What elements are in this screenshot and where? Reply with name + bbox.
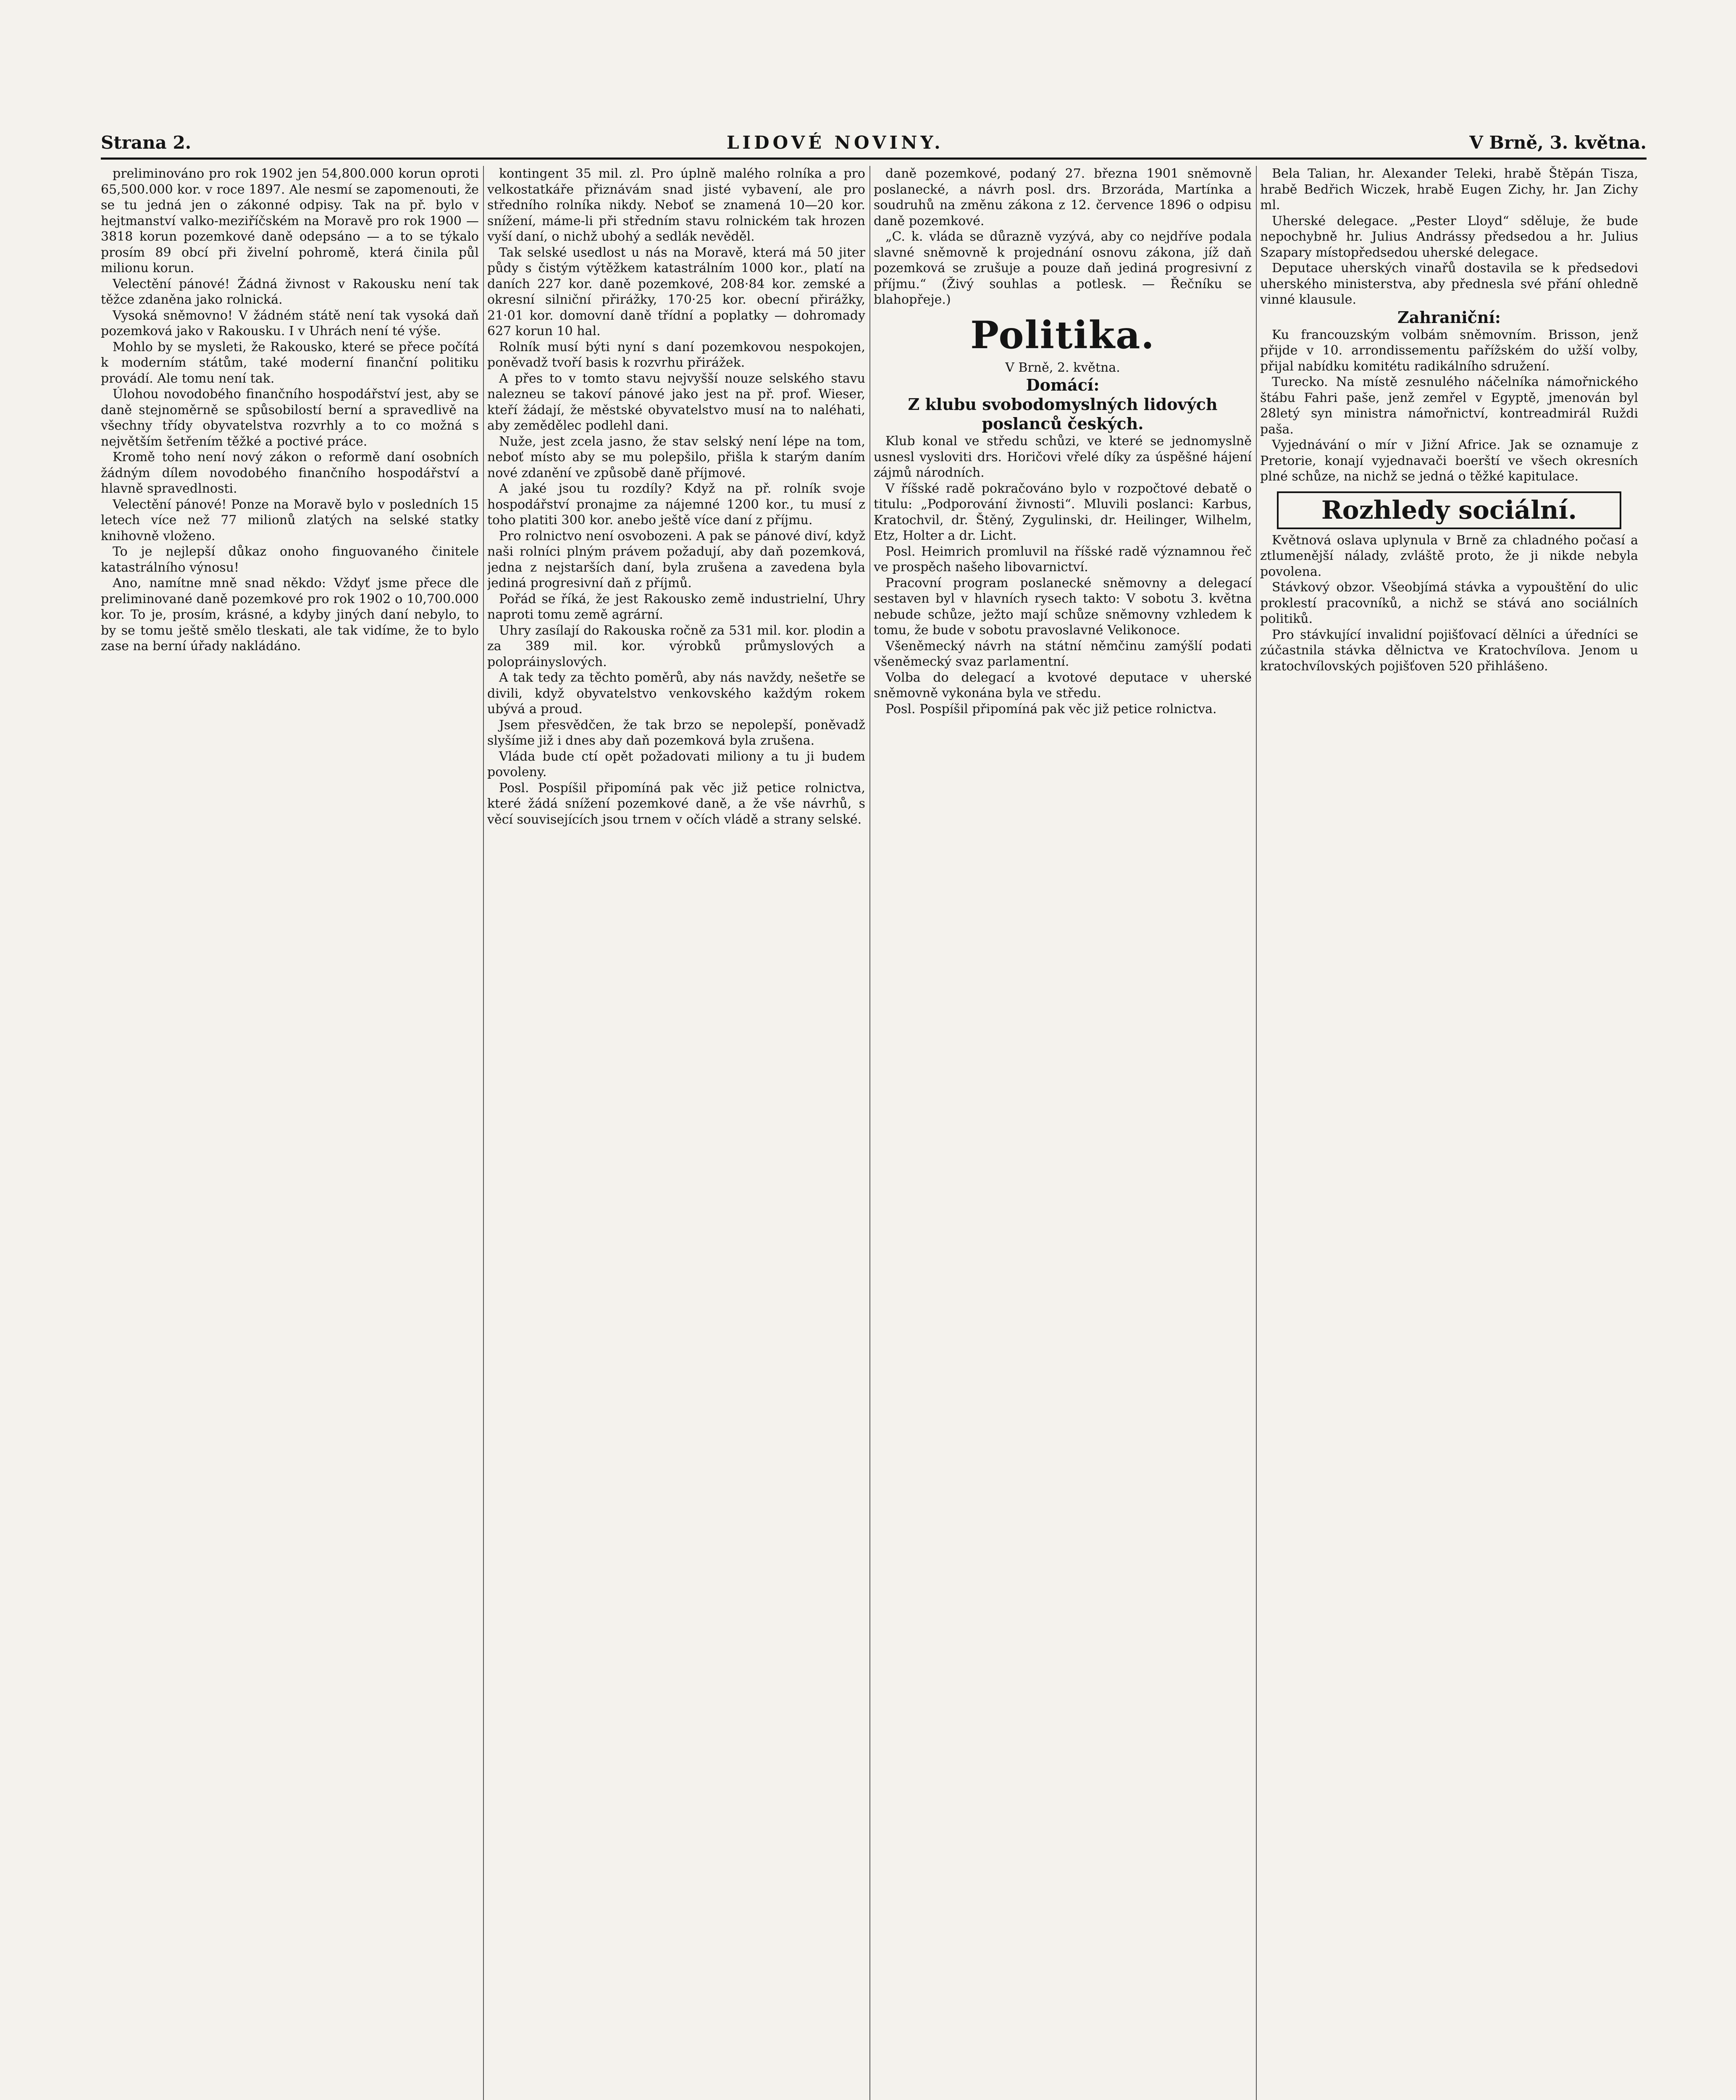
column-3 [874,166,1252,2100]
paragraph: Všeněmecký návrh na státní němčinu zamýšlí podati všeněmecký svaz parlamentní. [874,638,1252,669]
paragraph: Deputace uherských vinařů dostavila se k předsedovi uherského ministerstva, aby přednesla své přání ohledně vinné klausule. [1260,261,1638,307]
subheading: Zahraniční: [1397,307,1501,327]
paragraph: Ku francouzským volbám sněmovním. Brisson, jenž přijde v 10. arrondissementu pařížském do užší volby, přijal nabídku komitétu radikálního sdružení. [1260,327,1638,374]
column-divider [1256,166,1257,2100]
newspaper-title: LIDOVÉ NOVINY. [727,132,944,153]
paragraph: Posl. Pospíšil připomíná pak věc již petice rolnictva. [885,701,1217,717]
paragraph: A přes to v tomto stavu nejvyšší nouze selského stavu nalezneu se takoví pánové jako jest na př. prof. Wieser, kteří žádají, že městské obyvatelstvo musí na to naléhati, aby zemědělec podlehl dani. [487,371,865,433]
paragraph: Ano, namítne mně snad někdo: Vždyť jsme přece dle preliminované daně pozemkové pro rok 1902 o 10,700.000 kor. To je, prosím, krásné, a kdyby jiných daní nebylo, to by se tomu ještě smělo tleskati, ale tak vidíme, že to bylo zase na berní úřady nakládáno. [101,576,479,654]
paragraph: Uhry zasílají do Rakouska ročně za 531 mil. kor. plodin a za 389 mil. kor. výrobků průmyslových a polopráinyslových. [487,623,865,669]
paragraph: Pro stávkující invalidní pojišťovací dělníci a úředníci se zúčastnila stávka dělnictva ve Kratochvílova. Jenom u kratochvílovských pojišťoven 520 přihlášeno. [1260,627,1638,674]
paragraph: Vláda bude ctí opět požadovati miliony a tu ji budem povoleny. [487,749,865,780]
paragraph: Volba do delegací a kvotové deputace v uherské sněmovně vykonána byla ve středu. [874,670,1252,701]
column-divider [869,166,870,2100]
paragraph: Rolník musí býti nyní s daní pozemkovou nespokojen, poněvadž tvoří basis k rozvrhu přirážek. [487,339,865,370]
paragraph: preliminováno pro rok 1902 jen 54,800.000 korun oproti 65,500.000 kor. v roce 1897. Ale nesmí se zapomenouti, že se tu jedná jen o zákonné odpisy. Tak na př. bylo v hejtmanství valko-meziříčském na Moravě pro rok 1900 — 3818 korun pozemkové daně odepsáno — a to se týkalo prosím 89 obcí při živelní pohromě, která činila půl milionu korun. [101,166,479,276]
boxed-section-heading: Rozhledy sociální. [1277,491,1621,529]
paragraph: Stávkový obzor. Všeobjímá stávka a vypouštění do ulic proklestí pracovníků, a nichž se stává ano sociálních politiků. [1260,580,1638,626]
column-4 [1260,166,1638,2100]
paragraph: Vysoká sněmovno! V žádném státě není tak vysoká daň pozemková jako v Rakousku. I v Uhrách není té výše. [101,308,479,339]
column-divider [483,166,484,2100]
header-rule [101,158,1647,160]
section-heading: Politika. [970,312,1155,357]
masthead [101,132,1647,158]
paragraph: Tak selské usedlost u nás na Moravě, která má 50 jiter půdy s čistým výtěžkem katastrálním 1000 kor., platí na daních 227 kor. daně pozemkové, 208·84 kor. zemské a okresní silniční přirážky, 170·25 kor. obecní přirážky, 21·01 kor. domovní daně třídní a poplatky — dohromady 627 korun 10 hal. [487,245,865,339]
paragraph: Velectění pánové! Ponze na Moravě bylo v posledních 15 letech více než 77 milionů zlatých na selské statky knihovně vloženo. [101,497,479,543]
paragraph: Pro rolnictvo není osvobozeni. A pak se pánové diví, když naši rolníci plným právem požadují, aby daň pozemková, jedna z nejstarších daní, byla zrušena a zavedena byla jediná progresivní daň z příjmů. [487,528,865,591]
paragraph: Posl. Heimrich promluvil na říšské radě významnou řeč ve prospěch našeho libovarnictví. [874,544,1252,575]
paragraph: Turecko. Na místě zesnulého náčelníka námořnického štábu Fahri paše, jenž zemřel v Egyptě, jmenován byl 28letý syn ministra námořnictví, kontreadmirál Ruždi paša. [1260,375,1638,437]
subheading: Z klubu svobodomyslných lidových poslanců českých. [908,395,1218,433]
paragraph: Klub konal ve středu schůzi, ve které se jednomyslně usnesl vysloviti drs. Horičovi vřelé díky za úspěšné hájení zájmů národních. [874,434,1252,480]
column-1 [101,166,479,2100]
paragraph: Posl. Pospíšil připomíná pak věc již petice rolnictva, které žádá snížení pozemkové daně, a že vše návrhů, s věcí souvisejících jsou trnem v očích vládě a strany selské. [487,780,865,827]
paragraph: A tak tedy za těchto poměrů, aby nás navždy, nešetře se divili, když obyvatelstvo venkovského každým rokem ubývá a proud. [487,670,865,717]
subheading: Domácí: [1026,375,1100,394]
paragraph: Uherské delegace. „Pester Lloyd“ sděluje, že bude nepochybně hr. Julius Andrássy předsedou a hr. Julius Szapary místopředsedou uherské delegace. [1260,213,1638,260]
paragraph: Kromě toho není nový zákon o reformě daní osobních žádným dílem novodobého finančního hospodářství a hlavně spravedlnosti. [101,450,479,496]
dateline: V Brně, 3. května. [1469,132,1647,153]
paragraph: daně pozemkové, podaný 27. března 1901 sněmovně poslanecké, a návrh posl. drs. Brzoráda, Martínka a soudruhů na změnu zákona z 12. července 1896 o odpisu daně pozemkové. [874,166,1252,228]
paragraph: Bela Talian, hr. Alexander Teleki, hrabě Štěpán Tisza, hrabě Bedřich Wiczek, hrabě Eugen Zichy, hr. Jan Zichy ml. [1260,166,1638,213]
paragraph: Pracovní program poslanecké sněmovny a delegací sestaven byl v hlavních rysech takto: V sobotu 3. května nebude schůze, ježto mají schůze sněmovny vzhledem k tomu, že bude v sobotu pravoslavné Velikonoce. [874,575,1252,638]
paragraph: Pořád se říká, že jest Rakousko země industrielní, Uhry naproti tomu země agrární. [487,591,865,622]
paragraph: To je nejlepší důkaz onoho finguovaného činitele katastrálního výnosu! [101,544,479,575]
paragraph: kontingent 35 mil. zl. Pro úplně malého rolníka a pro velkostatkáře přiznávám snad jisté vybavení, ale pro středního rolníka nikdy. Neboť se znamená 10—20 kor. snížení, máme-li při středním stavu rolnickém tak hrozen vyší daní, o nichž ubohý a sedlák nevěděl. [487,166,865,244]
section-dateline: V Brně, 2. května. [1005,360,1120,375]
paragraph: Nuže, jest zcela jasno, že stav selský není lépe na tom, neboť místo aby se mu polepšilo, přišla k starým daním nové zdanění ve způsobě daně příjmové. [487,434,865,480]
paragraph: Květnová oslava uplynula v Brně za chladného počasí a ztlumenější nálady, zvláště proto, že ji nikde nebyla povolena. [1260,533,1638,579]
paragraph: „C. k. vláda se důrazně vyzývá, aby co nejdříve podala slavné sněmovně k projednání osnovu zákona, jíž daň pozemková se zrušuje a pouze daň jediná progresivní z příjmu.“ (Živý souhlas a potlesk. — Řečníku se blahopřeje.) [874,229,1252,307]
paragraph: Mohlo by se mysleti, že Rakousko, které se přece počítá k moderním státům, také moderní finanční politiku provádí. Ale tomu není tak. [101,339,479,386]
paragraph: A jaké jsou tu rozdíly? Když na př. rolník svoje hospodářství pronajme za nájemné 1200 kor., tu musí z toho platiti 300 kor. anebo ještě více daní z příjmu. [487,481,865,528]
paragraph: Vyjednávání o mír v Jižní Africe. Jak se oznamuje z Pretorie, konají vyjednavači boerští ve všech okresních plné schůze, na nichž se jedná o těžké kapitulace. [1260,438,1638,484]
paragraph: Jsem přesvědčen, že tak brzo se nepolepší, poněvadž slyšíme již i dnes aby daň pozemková byla zrušena. [487,717,865,748]
paragraph: Velectění pánové! Žádná živnost v Rakousku není tak těžce zdaněna jako rolnická. [101,276,479,307]
paragraph: Úlohou novodobého finančního hospodářství jest, aby se daně stejnoměrně se spůsobilostí berní a spravedlivě na všechny třídy obyvatelstva rozvrhly a to co možná s největším šetřením těžké a poctivé práce. [101,387,479,449]
page-number: Strana 2. [101,132,192,153]
paragraph: V říšské radě pokračováno bylo v rozpočtové debatě o titulu: „Podporování živnosti“. Mluvili poslanci: Karbus, Kratochvil, dr. Štěný, Zygulinski, dr. Heilinger, Wilhelm, Etz, Holter a dr. Licht. [874,481,1252,543]
column-2 [487,166,865,2100]
